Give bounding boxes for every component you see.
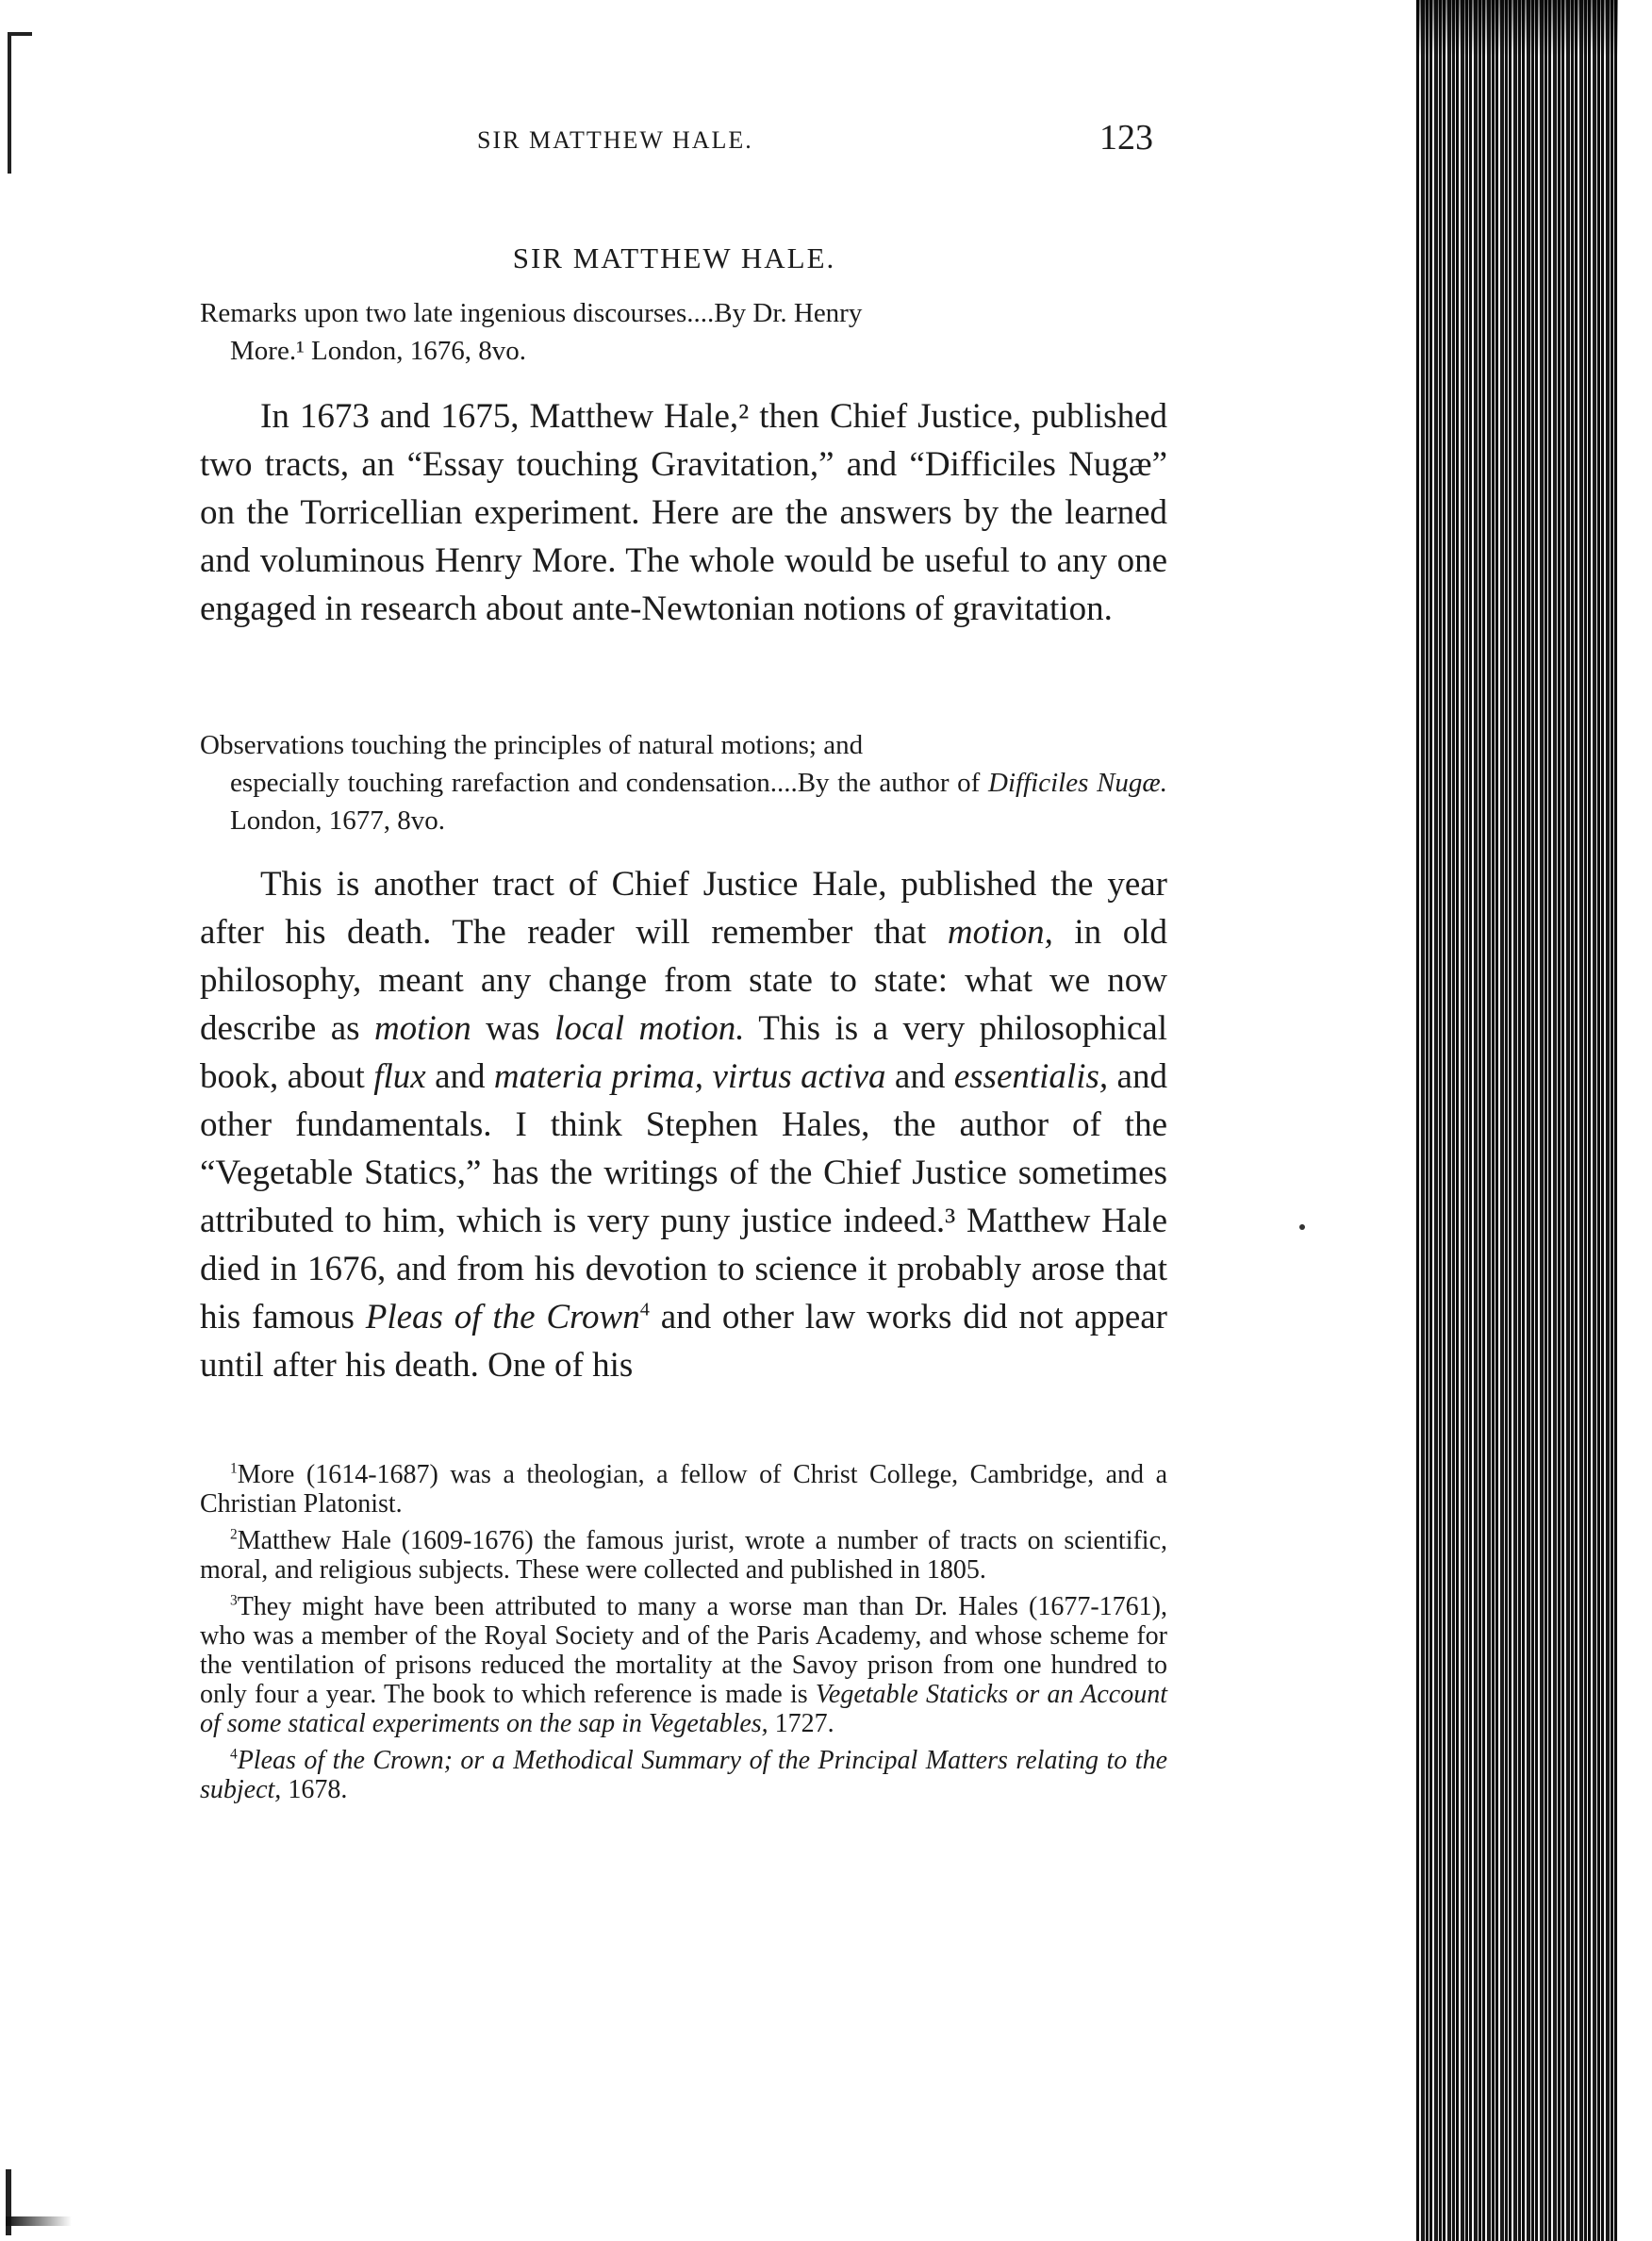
p2-italic-3: local motion.: [554, 1009, 745, 1048]
footnote-1-text: More (1614-1687) was a theologian, a fellow of Christ College, Cambridge, and a Christian Platonist.: [200, 1460, 1167, 1519]
footnote-3-italic: Vegetable Staticks or an Account of some statical experiments on the sap in Vegetables,: [200, 1680, 1167, 1738]
p2-italic-4: flux: [373, 1057, 426, 1096]
p2-italic-6: essentialis,: [953, 1057, 1109, 1096]
p2-italic-1: motion,: [947, 913, 1053, 952]
p2-text-4: This is a very philosophical book, about: [200, 1009, 1167, 1096]
entry-2-rest-b: London, 1677, 8vo.: [230, 805, 445, 836]
p2-text-3: was: [471, 1009, 555, 1048]
p2-text-7: and other fundamentals. I think Stephen Hales, the author of the “Vegetable Statics,” has the writings of the Chief Justice sometimes attributed to him, which is very puny justice indeed.³ Matthew Hale died in 1676, and from his devotion to science it probably arose that his famous: [200, 1057, 1167, 1336]
book-page-edges-shadow: [1416, 0, 1618, 57]
book-page-edges: [1416, 0, 1618, 2241]
footnote-2-mark: 2: [230, 1526, 238, 1543]
p2-text-6: and: [885, 1057, 954, 1096]
paragraph-1: In 1673 and 1675, Matthew Hale,² then Chief Justice, published two tracts, an “Essay touching Gravitation,” and “Difficiles Nugæ” on the Torricellian experiment. Here are the answers by the learned and voluminous Henry More. The whole would be useful to any one engaged in research about ante-Newtonian notions of gravitation.: [200, 397, 1167, 628]
footnote-4-italic: Pleas of the Crown; or a Methodical Summary of the Principal Matters relating to the subject,: [200, 1746, 1167, 1804]
bibliographic-entry-1: [200, 294, 1167, 370]
page-number: 123: [1099, 118, 1153, 158]
footnote-3-text-b: 1727.: [768, 1709, 834, 1738]
footnote-2: [200, 1526, 1167, 1585]
running-head: [0, 117, 1396, 174]
footnote-4-mark: 4: [230, 1746, 238, 1763]
scan-corner-mark-top-h: [8, 32, 32, 36]
p2-italic-7: Pleas of the Crown: [365, 1298, 640, 1336]
p2-text-1: This is another tract of Chief Justice Hale, published the year after his death. The reader will remember that: [200, 865, 1167, 952]
footnote-3-text-a: They might have been attributed to many a worse man than Dr. Hales (1677-1761), who was a member of the Royal Society and of the Paris Academy, and whose scheme for the ventilation of prisons reduced the mortality at the Savoy prison from one hundred to only four a year. The book to which reference is made is: [200, 1592, 1167, 1709]
footnote-4-text-b: 1678.: [281, 1775, 348, 1804]
footnote-3: [200, 1592, 1167, 1738]
footnote-1-mark: 1: [230, 1460, 238, 1477]
bibliographic-entry-2: [200, 726, 1167, 839]
p2-footnote-ref-4: 4: [639, 1299, 650, 1320]
footnote-1: [200, 1460, 1167, 1519]
p2-text-2: in old philosophy, meant any change from state to state: what we now describe as: [200, 913, 1167, 1048]
p2-italic-5: materia prima, virtus activa: [493, 1057, 886, 1096]
p2-text-8: and other law works did not appear until after his death. One of his: [200, 1298, 1167, 1385]
p2-text-5: and: [425, 1057, 494, 1096]
paragraph-2: [200, 860, 1167, 1389]
footnotes: [200, 1460, 1167, 1812]
running-head-title: SIR MATTHEW HALE.: [477, 126, 753, 154]
section-heading: SIR MATTHEW HALE.: [512, 241, 836, 274]
entry-2-first-line: Observations touching the principles of natural motions; and: [200, 730, 864, 760]
entry-1-first-line: Remarks upon two late ingenious discourses....By Dr. Henry: [200, 298, 863, 328]
footnote-2-text: Matthew Hale (1609-1676) the famous jurist, wrote a number of tracts on scientific, moral, and religious subjects. These were collected and published in 1805.: [200, 1526, 1167, 1585]
entry-1-rest: More.¹ London, 1676, 8vo.: [230, 336, 526, 366]
footnote-3-mark: 3: [230, 1592, 238, 1609]
footnote-4: [200, 1746, 1167, 1804]
entry-2-rest: [200, 764, 1167, 839]
scan-speck: [1299, 1224, 1305, 1230]
scan-corner-shadow-bottom: [6, 2216, 72, 2226]
p2-italic-2: motion: [373, 1009, 471, 1048]
entry-2-rest-a: especially touching rarefaction and condensation....By the author of: [230, 768, 989, 798]
entry-2-title-italic: Difficiles Nugæ.: [988, 768, 1168, 798]
